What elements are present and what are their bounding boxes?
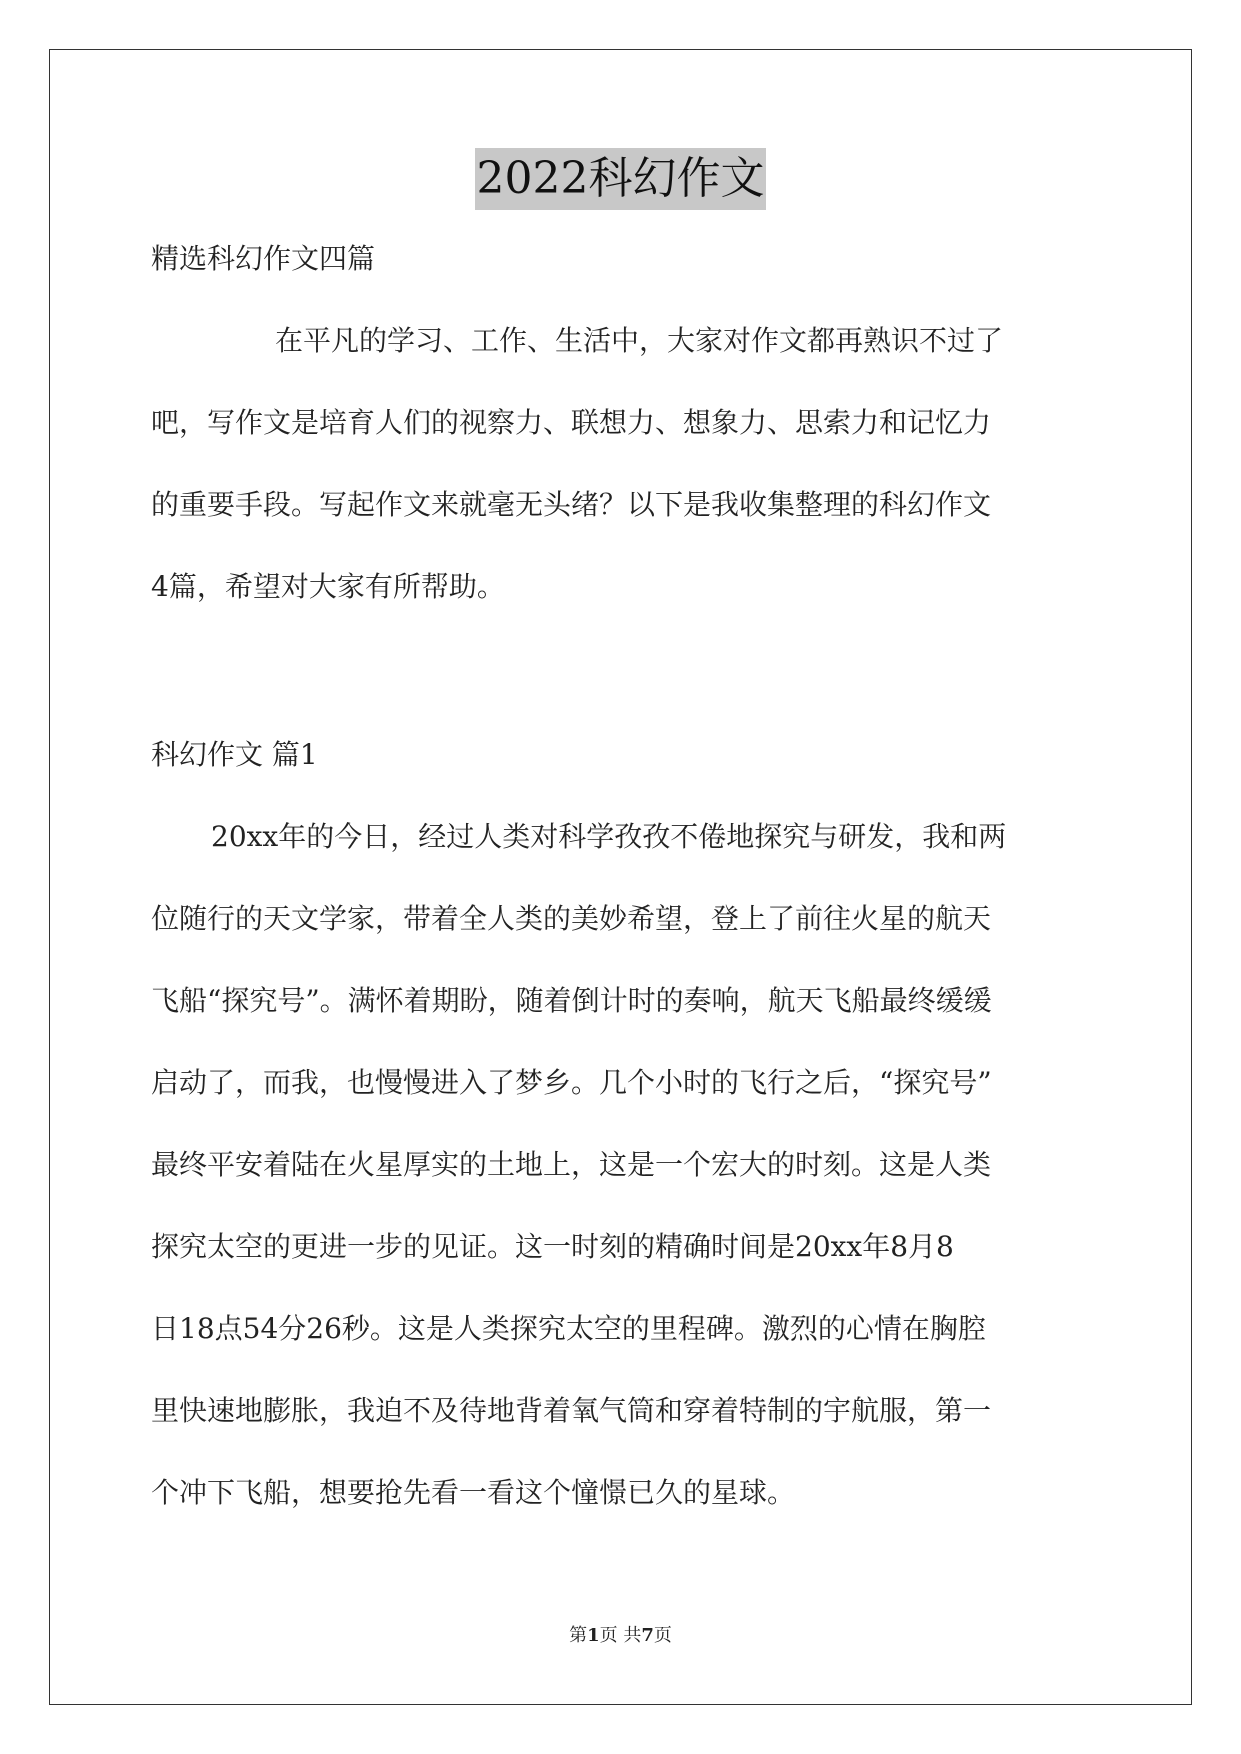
footer-page-total: 7 bbox=[641, 1625, 654, 1646]
body-line: 日18点54分26秒。这是人类探究太空的里程碑。激烈的心情在胸腔 bbox=[151, 1312, 986, 1345]
intro-line: 在平凡的学习、工作、生活中，大家对作文都再熟识不过了 bbox=[275, 324, 1004, 357]
footer-page-number: 1 bbox=[587, 1625, 600, 1646]
title-container bbox=[0, 148, 1241, 210]
footer-page-prefix: 第 bbox=[569, 1625, 588, 1646]
document-title: 2022科幻作文 bbox=[475, 148, 767, 210]
body-line: 里快速地膨胀，我迫不及待地背着氧气筒和穿着特制的宇航服，第一 bbox=[151, 1394, 992, 1427]
body-line: 飞船“探究号”。满怀着期盼，随着倒计时的奏响，航天飞船最终缓缓 bbox=[151, 984, 992, 1017]
section-heading: 科幻作文 篇1 bbox=[151, 738, 318, 771]
intro-line: 4篇，希望对大家有所帮助。 bbox=[151, 570, 505, 603]
body-line: 20xx年的今日，经过人类对科学孜孜不倦地探究与研发，我和两 bbox=[211, 820, 1007, 853]
page-footer bbox=[0, 1623, 1241, 1649]
body-line: 探究太空的更进一步的见证。这一时刻的精确时间是20xx年8月8 bbox=[151, 1230, 954, 1263]
body-line: 个冲下飞船，想要抢先看一看这个憧憬已久的星球。 bbox=[151, 1476, 796, 1509]
footer-page-suffix: 页 bbox=[653, 1625, 672, 1646]
body-line: 位随行的天文学家，带着全人类的美妙希望，登上了前往火星的航天 bbox=[151, 902, 992, 935]
body-line: 最终平安着陆在火星厚实的土地上，这是一个宏大的时刻。这是人类 bbox=[151, 1148, 992, 1181]
body-line: 启动了，而我，也慢慢进入了梦乡。几个小时的飞行之后，“探究号” bbox=[151, 1066, 992, 1099]
page-border bbox=[49, 49, 1192, 1705]
intro-line: 的重要手段。写起作文来就毫无头绪？以下是我收集整理的科幻作文 bbox=[151, 488, 992, 521]
subtitle: 精选科幻作文四篇 bbox=[151, 242, 376, 275]
footer-page-mid: 页 共 bbox=[599, 1625, 642, 1646]
intro-line: 吧，写作文是培育人们的视察力、联想力、想象力、思索力和记忆力 bbox=[151, 406, 992, 439]
